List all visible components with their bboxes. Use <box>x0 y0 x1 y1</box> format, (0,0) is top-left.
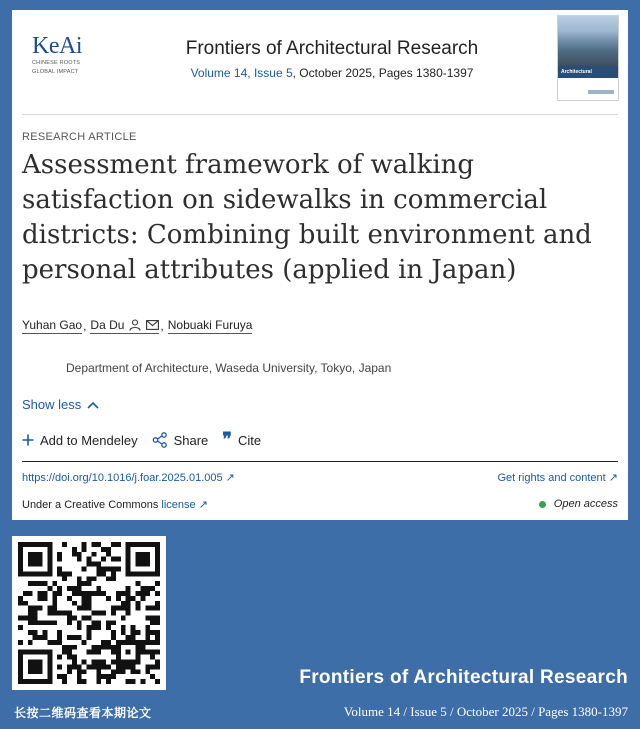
license-notice <box>22 498 208 511</box>
add-to-mendeley-button[interactable] <box>22 433 138 448</box>
publisher-logo[interactable] <box>32 34 112 75</box>
quote-icon: ❞ <box>222 429 232 450</box>
license-link-text: license <box>161 499 196 511</box>
cover-photo <box>558 16 618 66</box>
article-actions <box>22 429 275 450</box>
journal-title-link[interactable]: Frontiers of Architectural Research <box>185 38 479 59</box>
author-separator: , <box>160 319 164 333</box>
author-list <box>22 318 252 334</box>
share-icon <box>152 432 168 448</box>
open-access-badge <box>539 498 618 510</box>
issue-date-pages: , October 2025, Pages 1380-1397 <box>292 66 474 80</box>
license-link[interactable] <box>161 499 208 511</box>
add-to-mendeley-label: Add to Mendeley <box>40 432 138 448</box>
share-label: Share <box>173 432 209 448</box>
article-type-label: RESEARCH ARTICLE <box>22 131 137 143</box>
get-rights-link[interactable] <box>497 471 618 484</box>
external-link-icon: ↗ <box>608 472 618 484</box>
banner-journal-title: Frontiers of Architectural Research <box>299 667 628 688</box>
cover-footer-mark <box>588 90 614 94</box>
publisher-logo-word: KeAi <box>32 33 82 59</box>
qr-caption: 长按二维码查看本期论文 <box>14 706 152 720</box>
banner-issue-info: Volume 14 / Issue 5 / October 2025 / Pages 1380-1397 <box>343 704 628 719</box>
qr-code-image <box>18 542 160 684</box>
header-divider <box>22 114 618 115</box>
author-affiliation: Department of Architecture, Waseda University, Tokyo, Japan <box>66 361 392 375</box>
article-header-card <box>12 10 628 520</box>
open-access-label: Open access <box>553 498 618 510</box>
author-separator: , <box>83 319 87 333</box>
open-access-dot-icon <box>539 501 546 508</box>
article-title: Assessment framework of walking satisfaction on sidewalks in commercial districts: Combining built environment and personal attributes (applied in Japan) <box>22 150 592 285</box>
publisher-tagline-1: CHINESE ROOTS <box>32 60 81 66</box>
external-link-icon: ↗ <box>225 472 235 484</box>
author-link-2[interactable] <box>90 318 159 334</box>
share-button[interactable] <box>152 432 209 448</box>
publisher-tagline-2: GLOBAL IMPACT <box>32 68 79 75</box>
cover-label: Architectural <box>558 66 618 78</box>
qr-code[interactable] <box>12 536 166 690</box>
doi-link[interactable] <box>22 471 235 484</box>
volume-issue-link[interactable]: Volume 14, Issue 5 <box>190 66 293 80</box>
author-link-3[interactable]: Nobuaki Furuya <box>167 318 253 332</box>
actions-divider <box>22 461 618 462</box>
author-name-2: Da Du <box>90 318 125 332</box>
cite-label: Cite <box>237 432 262 448</box>
license-prefix: Under a Creative Commons <box>22 499 162 511</box>
mail-icon <box>146 320 159 330</box>
show-less-toggle[interactable] <box>22 397 99 412</box>
cite-button[interactable] <box>222 429 262 450</box>
journal-issue-info <box>132 66 532 80</box>
chevron-up-icon <box>87 401 99 409</box>
plus-icon <box>22 434 34 446</box>
author-link-1[interactable]: Yuhan Gao <box>22 318 83 332</box>
doi-text: https://doi.org/10.1016/j.foar.2025.01.005 <box>22 472 223 484</box>
person-icon <box>129 319 141 331</box>
rights-text: Get rights and content <box>497 472 606 484</box>
external-link-icon: ↗ <box>198 499 208 511</box>
show-less-label: Show less <box>22 397 82 412</box>
journal-cover-thumbnail[interactable] <box>557 15 619 101</box>
